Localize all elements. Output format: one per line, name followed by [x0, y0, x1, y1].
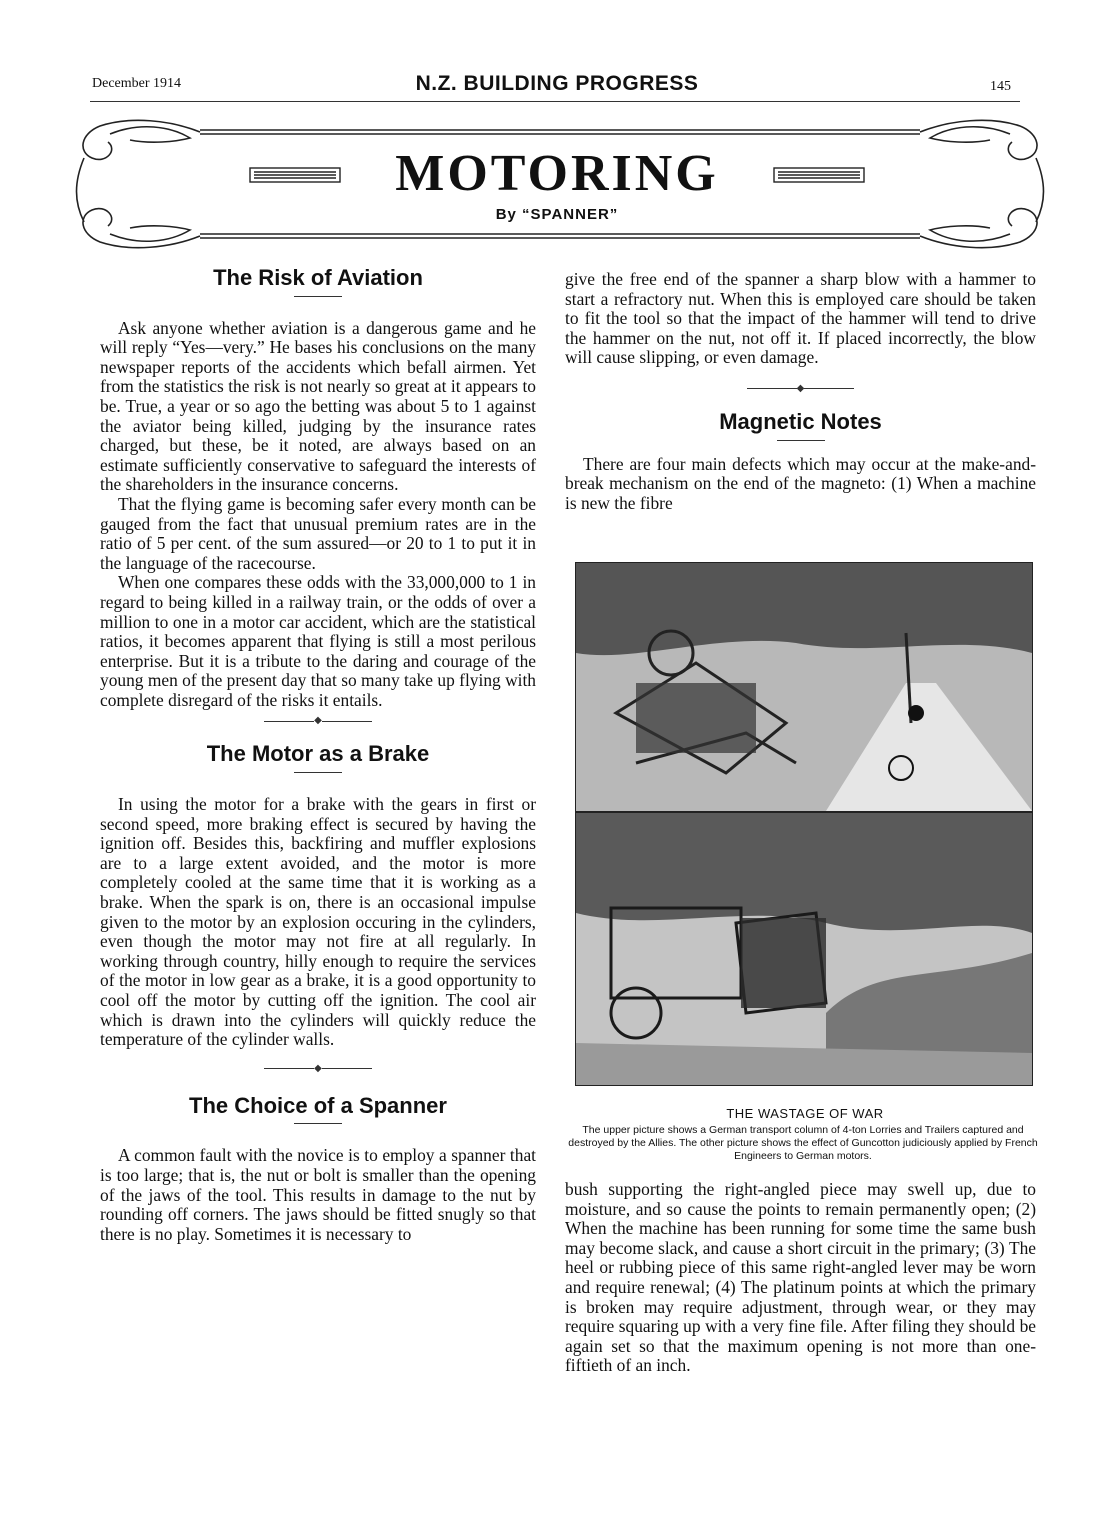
risk-paragraph-2: That the flying game is becoming safer every month can be gauged from the fact that unusual premium rates are in the ratio of 5 per cent. of the sum assured—or 20 to 1 to put it in the language of the racecourse. [100, 493, 536, 573]
section-ornament: ◆ [565, 382, 1036, 396]
article-heading-risk: The Risk of Aviation [213, 265, 423, 290]
risk-paragraph-1: Ask anyone whether aviation is a dangerous game and he will reply “Yes—very.” He bases his conclusions on the many newspaper reports of the accidents which befall airmen. Yet from the statistics the risk is not nearly so great at it appears to be. True, a year or so ago the betting was about 5 to 1 against the aviator being killed, judging by the insurance rates charged, but these, be it noted, are always based on an estimate sufficiently conservative to safeguard the interests of the shareholders in the insurance concerns. [100, 317, 536, 495]
section-ornament: ◆ [100, 1062, 536, 1076]
section-ornament: ◆ [100, 714, 536, 728]
figure-caption-text: The upper picture shows a German transport column of 4-ton Lorries and Trailers captured and destroyed by the Allies. The other picture shows the effect of Guncotton judiciously applied by French Engineers to German motors. [568, 1124, 1038, 1162]
spanner-paragraph-1: A common fault with the novice is to employ a spanner that is too large; that is, the nut or bolt is smaller than the opening of the jaws of the tool. This results in damage to the nut by rounding off corners. The jaws should be fitted snugly so that there is no play. Sometimes it is necessary to [100, 1145, 536, 1244]
section-title: MOTORING [395, 145, 719, 202]
photo-guncotton-damaged-motors [575, 812, 1033, 1086]
header-date: December 1914 [92, 76, 182, 91]
publication-title: N.Z. BUILDING PROGRESS [415, 72, 699, 95]
byline: By “SPANNER” [495, 206, 619, 223]
brake-paragraph-1: In using the motor for a brake with the gears in first or second speed, more braking effect is secured by having the ignition off. Besides this, backfiring and muffler explosions are to a large extent avoided, and the motor is more completely cooled at the same time that it is working as a brake. When the spark is on, there is an occasional impulse given to the motor by an explosion occuring in the cylinders, even though the motor may not fire at all regularly. In working through country, hilly enough to require the services of the motor in low gear as a brake, it is a good opportunity to cool off the motor by cutting off the ignition. The cool air which is drawn into the cylinders will quickly reduce the temperature of the cylinder walls. [100, 794, 536, 1050]
photo-illustration [576, 563, 1032, 811]
header-rule [90, 101, 1020, 102]
figure-caption-title: THE WASTAGE OF WAR [726, 1106, 884, 1121]
article-heading-brake: The Motor as a Brake [206, 741, 430, 767]
left-column [100, 265, 536, 1244]
spanner-paragraph-continued: give the free end of the spanner a sharp blow with a hammer to start a refractory nut. When this is employed care should be taken to fit the tool so that the impact of the hammer will tend to drive the hammer on the nut, not off it. If placed incorrectly, the blow will cause slipping, or even damage. [565, 269, 1036, 368]
article-heading-magnetic: Magnetic Notes [719, 408, 882, 434]
photo-illustration [576, 813, 1032, 1085]
right-column-top [565, 270, 1036, 513]
photo-destroyed-transport-column [575, 562, 1033, 812]
article-heading-spanner: The Choice of a Spanner [189, 1092, 447, 1118]
risk-paragraph-3: When one compares these odds with the 33,000,000 to 1 in regard to being killed in a railway train, or the odds of over a million to one in a motor car accident, which are the statistical ratios, it becomes apparent that flying is still a most perilous enterprise. But it is a tribute to the daring and courage of the young men of the present day that so many take up flying with complete disregard of the risks it entails. [100, 572, 536, 710]
right-column-bottom [565, 1180, 1036, 1376]
magnetic-paragraph-1: There are four main defects which may occur at the make-and-break mechanism on the end of the magneto: (1) When a machine is new the fibre [565, 453, 1036, 513]
magnetic-paragraph-continued: bush supporting the right-angled piece may swell up, due to moisture, and so cause the points to remain permanently open; (2) When the machine has been running for some time the same bush may become slack, and cause a short circuit in the primary; (3) The heel or rubbing piece of this same right-angled lever may be worn and require renewal; (4) The platinum points at which the primary is broken may require adjustment, through wear, or they may require squaring up with a very fine file. After filing they should be again set so that the maximum opening is not more than one-fiftieth of an inch. [565, 1179, 1036, 1376]
page-number: 145 [990, 79, 1011, 94]
